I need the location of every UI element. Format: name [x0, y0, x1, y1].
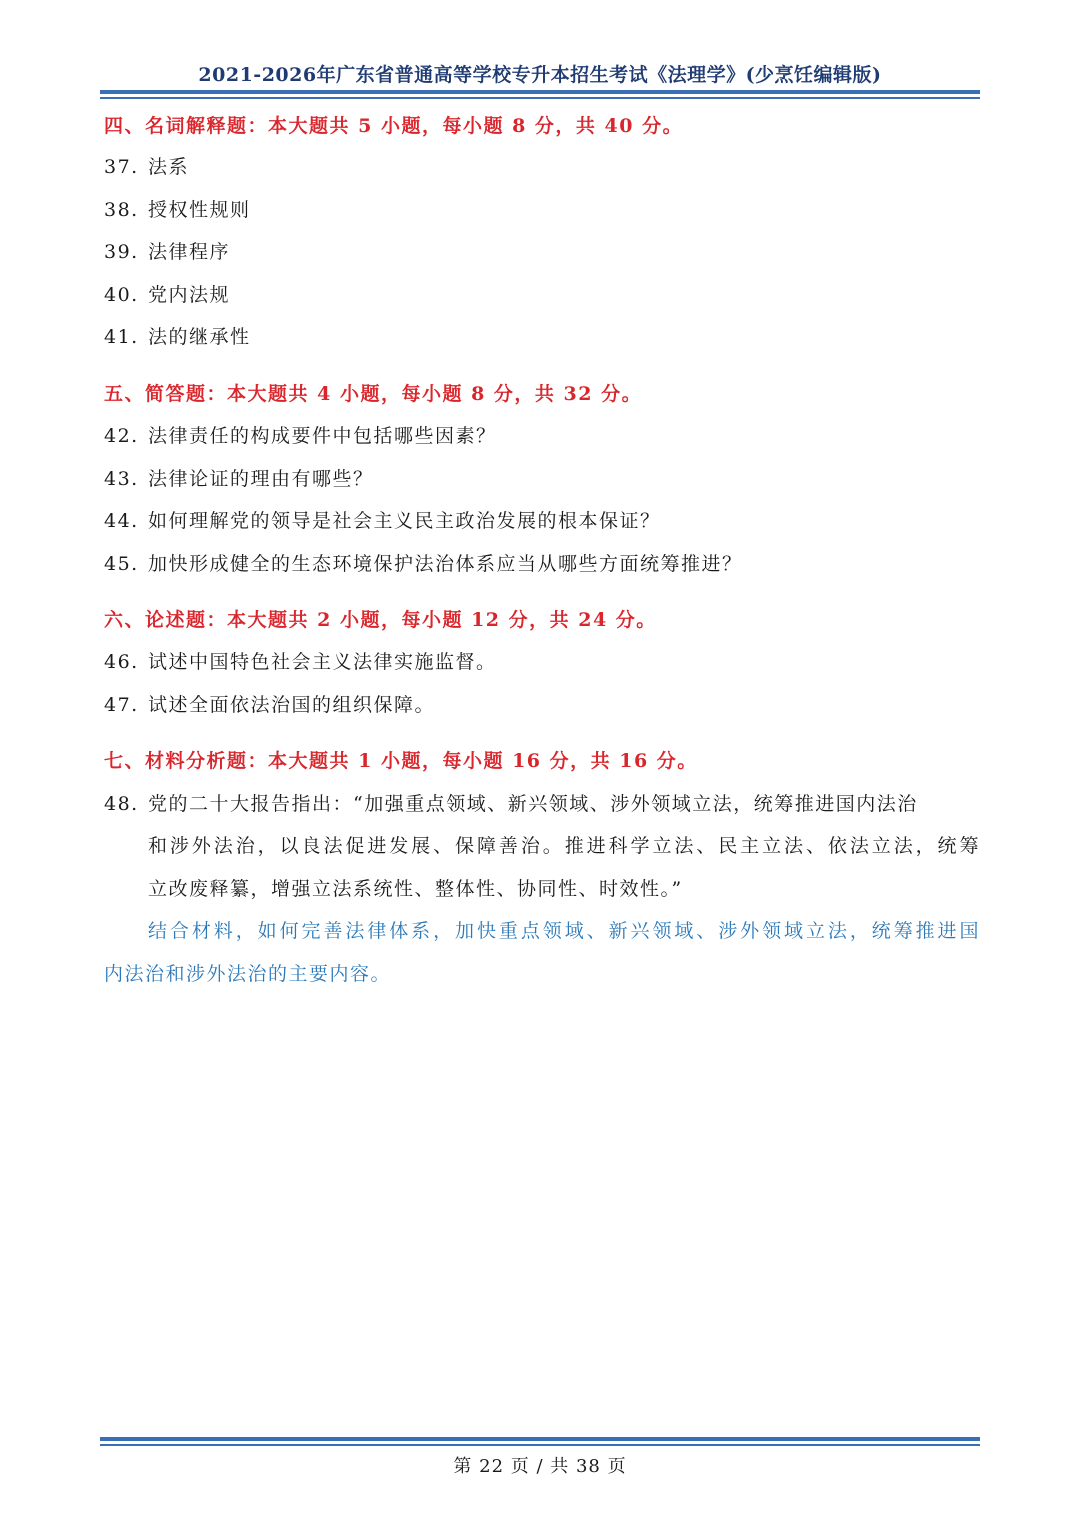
- header-title: 2021-2026年广东省普通高等学校专升本招生考试《法理学》(少烹饪编辑版): [198, 64, 882, 86]
- question-number: 43.: [104, 468, 139, 490]
- footer-rule-thick: [100, 1437, 980, 1441]
- question-46: [104, 649, 497, 675]
- material-line-2: 和涉外法治，以良法促进发展、保障善治。推进科学立法、民主立法、依法立法，统筹: [148, 835, 980, 857]
- question-39: [104, 239, 230, 265]
- analysis-question-line-1: 结合材料，如何完善法律体系，加快重点领域、新兴领域、涉外领域立法，统筹推进国: [148, 920, 980, 942]
- section-6-heading: 六、论述题：本大题共 2 小题，每小题 12 分，共 24 分。: [104, 609, 657, 631]
- question-41: [104, 324, 251, 350]
- question-text: 试述全面依法治国的组织保障。: [148, 694, 436, 716]
- question-42: [104, 423, 497, 449]
- question-number: 39.: [104, 241, 139, 263]
- material-line-1: 党的二十大报告指出：“加强重点领域、新兴领域、涉外领域立法，统筹推进国内法治: [148, 793, 918, 815]
- question-48: [104, 791, 918, 817]
- question-number: 48.: [104, 793, 139, 815]
- question-37: [104, 154, 189, 180]
- question-number: 40.: [104, 284, 139, 306]
- question-text: 法律论证的理由有哪些？: [148, 468, 374, 490]
- question-45: [104, 551, 743, 577]
- question-number: 47.: [104, 694, 139, 716]
- section-4-heading: 四、名词解释题：本大题共 5 小题，每小题 8 分，共 40 分。: [104, 115, 684, 137]
- page-number: 第 22 页 / 共 38 页: [453, 1456, 627, 1477]
- question-44: [104, 508, 661, 534]
- question-47: [104, 692, 435, 718]
- question-text: 法的继承性: [148, 326, 251, 348]
- question-text: 试述中国特色社会主义法律实施监督。: [148, 651, 497, 673]
- section-5-heading: 五、简答题：本大题共 4 小题，每小题 8 分，共 32 分。: [104, 383, 643, 405]
- question-text: 如何理解党的领导是社会主义民主政治发展的根本保证？: [148, 510, 661, 532]
- question-number: 41.: [104, 326, 139, 348]
- question-38: [104, 197, 251, 223]
- footer-rule-thin: [100, 1444, 980, 1446]
- question-text: 授权性规则: [148, 199, 251, 221]
- question-text: 法律责任的构成要件中包括哪些因素？: [148, 425, 497, 447]
- header-rule-thick: [100, 90, 980, 94]
- header-rule-thin: [100, 97, 980, 99]
- question-number: 37.: [104, 156, 139, 178]
- question-43: [104, 466, 374, 492]
- question-text: 法律程序: [148, 241, 231, 263]
- question-number: 38.: [104, 199, 139, 221]
- question-text: 法系: [148, 156, 190, 178]
- question-number: 42.: [104, 425, 139, 447]
- question-number: 44.: [104, 510, 139, 532]
- question-text: 党内法规: [148, 284, 231, 306]
- question-number: 46.: [104, 651, 139, 673]
- question-40: [104, 282, 230, 308]
- question-number: 45.: [104, 553, 139, 575]
- material-line-3: 立改废释纂，增强立法系统性、整体性、协同性、时效性。”: [148, 878, 683, 900]
- section-7-heading: 七、材料分析题：本大题共 1 小题，每小题 16 分，共 16 分。: [104, 750, 698, 772]
- analysis-question-line-2: 内法治和涉外法治的主要内容。: [104, 963, 392, 985]
- question-text: 加快形成健全的生态环境保护法治体系应当从哪些方面统筹推进？: [148, 553, 743, 575]
